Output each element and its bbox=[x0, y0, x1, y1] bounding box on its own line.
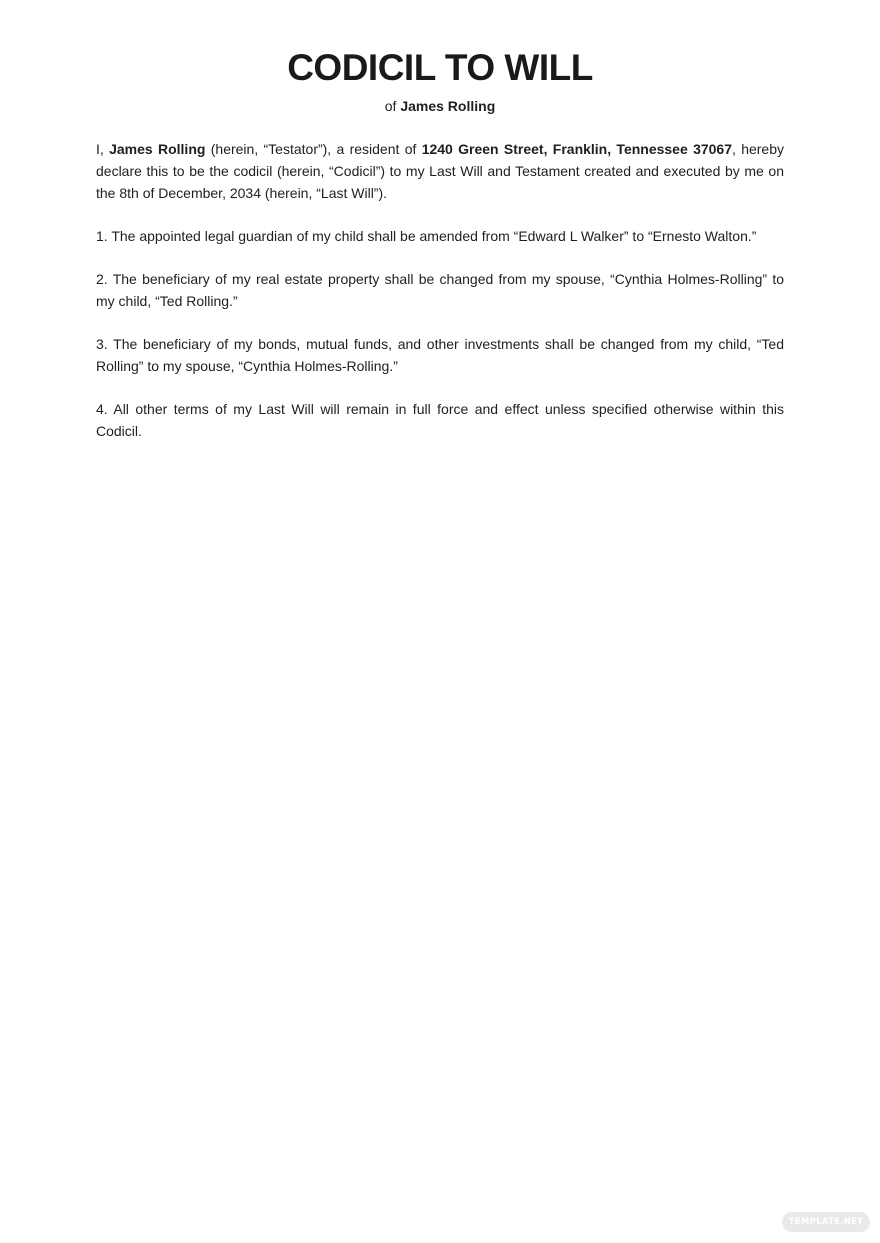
intro-text-2: (herein, “Testator”), a resident of bbox=[205, 141, 422, 157]
intro-testator-name: James Rolling bbox=[109, 141, 206, 157]
intro-address: 1240 Green Street, Franklin, Tennessee 37067 bbox=[421, 141, 732, 157]
clause-3: 3. The beneficiary of my bonds, mutual funds, and other investments shall be changed from my child, “Ted Rolling” to my spouse, “Cynthia Holmes-Rolling.” bbox=[96, 336, 784, 374]
clause-4: 4. All other terms of my Last Will will remain in full force and effect unless specified otherwise within this Codicil. bbox=[96, 401, 784, 439]
document-title: CODICIL TO WILL bbox=[287, 47, 593, 88]
template-net-watermark: TEMPLATE.NET bbox=[782, 1212, 870, 1232]
intro-paragraph bbox=[96, 138, 784, 204]
subtitle-prefix: of bbox=[384, 98, 401, 114]
testator-name: James Rolling bbox=[400, 98, 496, 114]
document-subtitle bbox=[96, 96, 784, 116]
intro-text-3: , hereby declare this to be the codicil (herein, “Codicil”) to my Last Will and Testament created and executed by me on the 8th of December, 2034 (herein, “Last Will”). bbox=[96, 141, 784, 201]
document-body bbox=[96, 138, 784, 463]
intro-text-1: I, bbox=[96, 141, 110, 157]
clause-1: 1. The appointed legal guardian of my child shall be amended from “Edward L Walker” to “Ernesto Walton.” bbox=[96, 228, 757, 244]
clause-2: 2. The beneficiary of my real estate property shall be changed from my spouse, “Cynthia Holmes-Rolling” to my child, “Ted Rolling.” bbox=[96, 271, 784, 309]
